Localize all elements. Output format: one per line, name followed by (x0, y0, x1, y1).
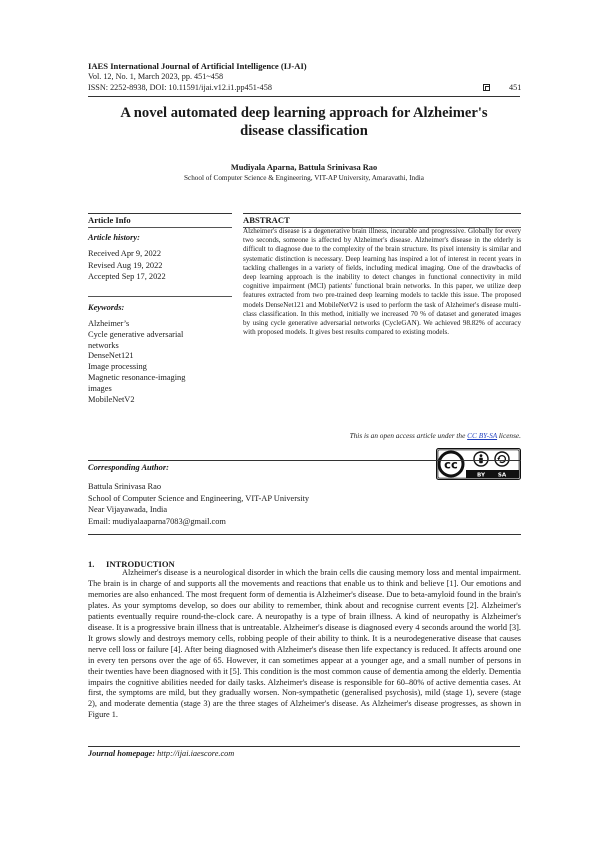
abstract-top-rule (243, 213, 521, 214)
corresponding-location: Near Vijayawada, India (88, 505, 168, 514)
by-text: BY (476, 472, 486, 479)
title-line-1: A novel automated deep learning approach for Alzheimer's (120, 105, 488, 121)
journal-homepage-link[interactable]: http://ijai.iaescore.com (157, 749, 235, 758)
sa-text: SA (497, 472, 507, 479)
license-link[interactable]: CC BY-SA (467, 431, 498, 440)
authors: Mudiyala Aparna, Battula Srinivasa Rao (230, 163, 378, 172)
keyword-item: Image processing (88, 362, 147, 372)
volume-info: Vol. 12, No. 1, March 2023, pp. 451~458 (88, 72, 224, 81)
revised-date: Revised Aug 19, 2022 (88, 260, 163, 270)
section-number: 1. (88, 559, 95, 569)
keywords-list (88, 319, 185, 405)
issn-doi: ISSN: 2252-8938, DOI: 10.11591/ijai.v12.i1.pp451-458 (88, 83, 272, 92)
journal-name: IAES International Journal of Artificial Intelligence (IJ-AI) (88, 61, 307, 71)
corresponding-details (88, 481, 309, 527)
abstract-text: Alzheimer's disease is a degenerative brain illness, incurable and progressive. Globally for every two seconds, someone is affected by Alzheimer's disease. Alzheimer's disease in the elderly is difficult to diagnose due to the complexity of the brain structure. Its pixel intensity is similar and systematic distinction is necessary. Deep learning has inspired a lot of interest in recent years in tackling challenges in a variety of fields, including medical imaging. One of the drawbacks of deep learning approach is the inability to detect changes in functional connectivity in mild cognitive impairment (MCI) patients' functional brain networks. In this paper, we utilize deep features extracted from two pre-trained deep learning models to tackle this issue. The proposed models DenseNet121 and MobileNetV2 is used to perform the task of Alzheimer's disease multi-class classification. In this method, initially we increased 70 % of dataset and generated images by using cycle generative adversarial networks (CycleGAN). We achieved 98.82% of accuracy with proposed models. It gives best results compared to existing models. (243, 227, 521, 337)
corresponding-school: School of Computer Science and Engineering, VIT-AP University (88, 493, 310, 503)
title-line-2: disease classification (240, 123, 368, 139)
accepted-date: Accepted Sep 17, 2022 (88, 272, 166, 281)
abstract-heading: ABSTRACT (243, 215, 290, 225)
open-access-suffix: license. (497, 431, 521, 440)
info-heading-rule (88, 227, 232, 228)
footer-rule (88, 746, 520, 747)
keyword-item: Cycle generative adversarial (88, 329, 184, 339)
cc-by-sa-badge[interactable] (436, 448, 521, 480)
keyword-item: MobileNetV2 (88, 394, 135, 404)
keyword-item: Magnetic resonance-imaging (88, 372, 186, 382)
keywords-rule (88, 296, 232, 297)
corresponding-bottom-rule (88, 534, 521, 535)
cc-text: cc (444, 457, 458, 472)
share-alike-icon (495, 452, 509, 466)
article-info-heading: Article Info (88, 215, 131, 225)
journal-box-icon (483, 84, 490, 91)
open-access-note (243, 431, 521, 440)
corresponding-name: Battula Srinivasa Rao (88, 482, 162, 491)
corresponding-top-rule (88, 460, 521, 461)
received-date: Received Apr 9, 2022 (88, 249, 162, 258)
footer-label: Journal homepage (88, 749, 153, 758)
keyword-item: DenseNet121 (88, 351, 134, 361)
history-list (88, 248, 166, 283)
page-number: 451 (509, 83, 522, 92)
paper-title (88, 104, 520, 140)
keyword-item: networks (88, 340, 119, 350)
info-top-rule (88, 213, 232, 214)
corresponding-email: Email: mudiyalaaparna7083@gmail.com (88, 516, 226, 526)
corresponding-heading: Corresponding Author: (88, 463, 169, 472)
keywords-heading: Keywords: (88, 303, 125, 312)
keyword-item: Alzheimer’s (88, 319, 130, 328)
section-title: INTRODUCTION (106, 559, 175, 569)
open-access-prefix: This is an open access article under the (349, 431, 468, 440)
keyword-item: images (88, 383, 112, 393)
affiliation: School of Computer Science & Engineering, VIT-AP University, Amaravathi, India (184, 174, 424, 182)
history-heading: Article history: (88, 233, 140, 242)
introduction-text: Alzheimer's disease is a neurological disorder in which the brain cells die causing memory loss and mental impairment. The brain is in charge of and supports all the movements and reactions that enable us to think and believe [1]. Our emotions and memories are also enhanced. The most frequent form of dementia is Alzheimer's disease. Due to beta-amyloid found in the brain's plates. As your symptoms develop, so does our ability to remember, think about and recognise current events [2]. Alzheimer's patients eventually require round-the-clock care. A neuropathy is a type of brain illness. A kind of neuropathy is Alzheimer's disease. It is a progressive brain illness that is untreatable. Alzheimer's disease is diagnosed every 4 seconds around the world [3]. It grows slowly and destroys memory cells, robbing people of their ability to think. It is a neurodegenerative disease that causes nerve cell loss or failure [4]. After being diagnosed with Alzheimer's disease then life expectancy is reduced. It affects around one in every ten persons over the age of 65. However, it can sometimes appear at a younger age, and a small number of persons in their twenties have been diagnosed with it [5]. This condition is the most common cause of dementia among the elderly. Dementia impairs the cognitive abilities needed for daily tasks. Alzheimer's disease is responsible for 60–80% of active dementia cases. At first, the symptoms are mild, but they gradually worsen. Non-sympathetic (generalised psychosis), mild (stage 1), severe (stage 2), and moderate dementia (stage 3) are the three stages of Alzheimer's disease. As Alzheimer's disease progresses, as shown in Figure 1. (88, 568, 521, 720)
header-rule (88, 96, 520, 97)
footer: Journal homepage: http://ijai.iaescore.com (88, 749, 235, 758)
